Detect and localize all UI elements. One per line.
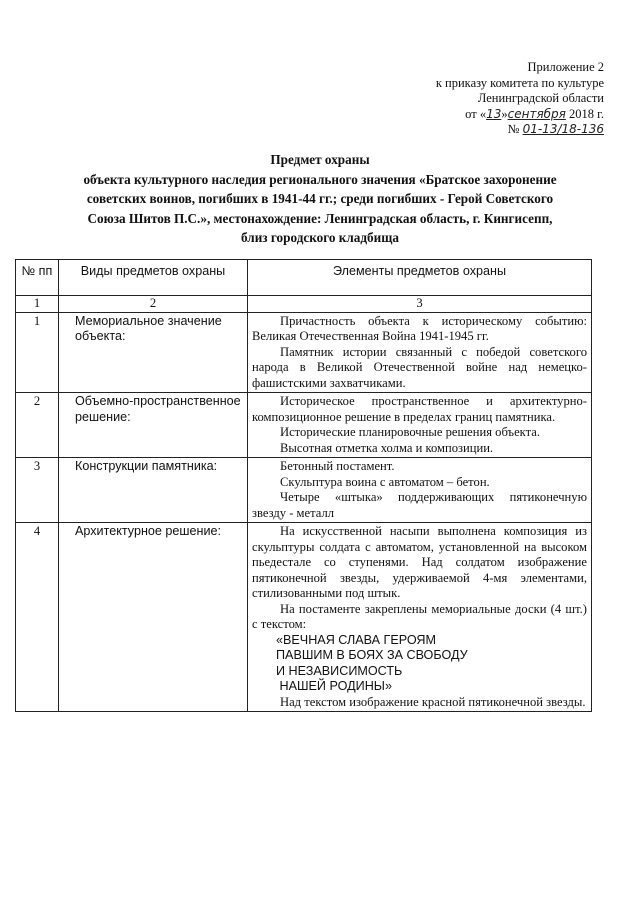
document-title: [18, 150, 622, 248]
appendix-label: Приложение 2: [527, 60, 604, 74]
column-number: 2: [59, 296, 248, 313]
element-text: Над текстом изображение красной пятиконечной звезды.: [280, 694, 586, 709]
table-header-row: [16, 260, 592, 296]
column-header-number: № пп: [16, 260, 59, 296]
table-row: [16, 393, 592, 458]
row-type-cell: [59, 523, 248, 712]
region-label: Ленинградской области: [477, 91, 604, 105]
row-number: 3: [16, 458, 59, 523]
table-row: [16, 458, 592, 523]
row-number: 4: [16, 523, 59, 712]
row-elements-cell: [248, 458, 592, 523]
element-text: Исторические планировочные решения объекта.: [280, 425, 541, 439]
inscription-line: ПАВШИМ В БОЯХ ЗА СВОБОДУ: [276, 648, 468, 662]
table-row: [16, 523, 592, 712]
row-type: Объемно-пространственное решение:: [75, 394, 241, 424]
element-text: Бетонный постамент.: [280, 459, 395, 473]
row-type: Конструкции памятника:: [75, 459, 218, 473]
row-elements-cell: [248, 523, 592, 712]
column-number-row: [16, 296, 592, 313]
column-header-types: Виды предметов охраны: [59, 260, 248, 296]
memorial-inscription: [252, 633, 587, 695]
date-day: 13: [486, 106, 502, 121]
title-line: близ городского кладбища: [241, 230, 399, 245]
row-type-cell: [59, 458, 248, 523]
title-line: Предмет охраны: [270, 152, 370, 167]
element-text: Четыре «штыка» поддерживающих пятиконечную звезду - металл: [252, 490, 587, 520]
row-elements-cell: [248, 312, 592, 393]
row-elements-cell: [248, 393, 592, 458]
order-number-value: 01-13/18-136: [522, 122, 604, 136]
title-line: советских воинов, погибших в 1941-44 гг.; среди погибших - Герой Советского: [86, 191, 554, 206]
inscription-line: «ВЕЧНАЯ СЛАВА ГЕРОЯМ: [276, 632, 436, 647]
order-reference: к приказу комитета по культуре: [435, 75, 604, 90]
element-text: На постаменте закреплены мемориальные доски (4 шт.) с текстом:: [252, 601, 587, 631]
element-text: Памятник истории связанный с победой советского народа в Великой Отечественной войне над немецко-фашистскими захватчиками.: [252, 344, 587, 390]
document-header: [436, 60, 604, 138]
row-type: Мемориальное значение объекта:: [75, 313, 222, 343]
element-text: Историческое пространственное и архитектурно-композиционное решение в пределах границ памятника.: [252, 394, 587, 424]
row-number: 1: [16, 312, 59, 393]
element-text: Причастность объекта к историческому событию: Великая Отечественная Война 1941-1945 гг.: [252, 313, 587, 343]
row-type: Архитектурное решение:: [75, 524, 222, 538]
table-row: [16, 312, 592, 393]
inscription-line: И НЕЗАВИСИМОСТЬ: [276, 663, 403, 678]
order-number: № 01-13/18-136: [507, 122, 604, 136]
column-number: 3: [248, 296, 592, 313]
column-header-elements: Элементы предметов охраны: [248, 260, 592, 296]
element-text: Скульптура воина с автоматом – бетон.: [280, 474, 490, 489]
element-text: На искусственной насыпи выполнена композиция из скульптуры солдата с автоматом, установленной на высоком пьедестале со ступенями. Над солдатом изображение пятиконечной звезды, удерживаемой 4-мя элементами, стилизованными под штык.: [252, 524, 587, 600]
inscription-line: НАШЕЙ РОДИНЫ»: [276, 679, 392, 693]
date-month: сентября: [507, 106, 566, 121]
order-date: от «13»сентября 2018 г.: [465, 106, 604, 121]
row-type-cell: [59, 393, 248, 458]
element-text: Высотная отметка холма и композиции.: [280, 440, 494, 455]
title-line: Союза Шитов П.С.», местонахождение: Ленинградская область, г. Кингисепп,: [87, 210, 553, 226]
protection-subject-table: [15, 259, 592, 712]
title-line: объекта культурного наследия регионального значения «Братское захоронение: [83, 171, 557, 187]
column-number: 1: [16, 296, 59, 313]
row-type-cell: [59, 312, 248, 393]
row-number: 2: [16, 393, 59, 458]
